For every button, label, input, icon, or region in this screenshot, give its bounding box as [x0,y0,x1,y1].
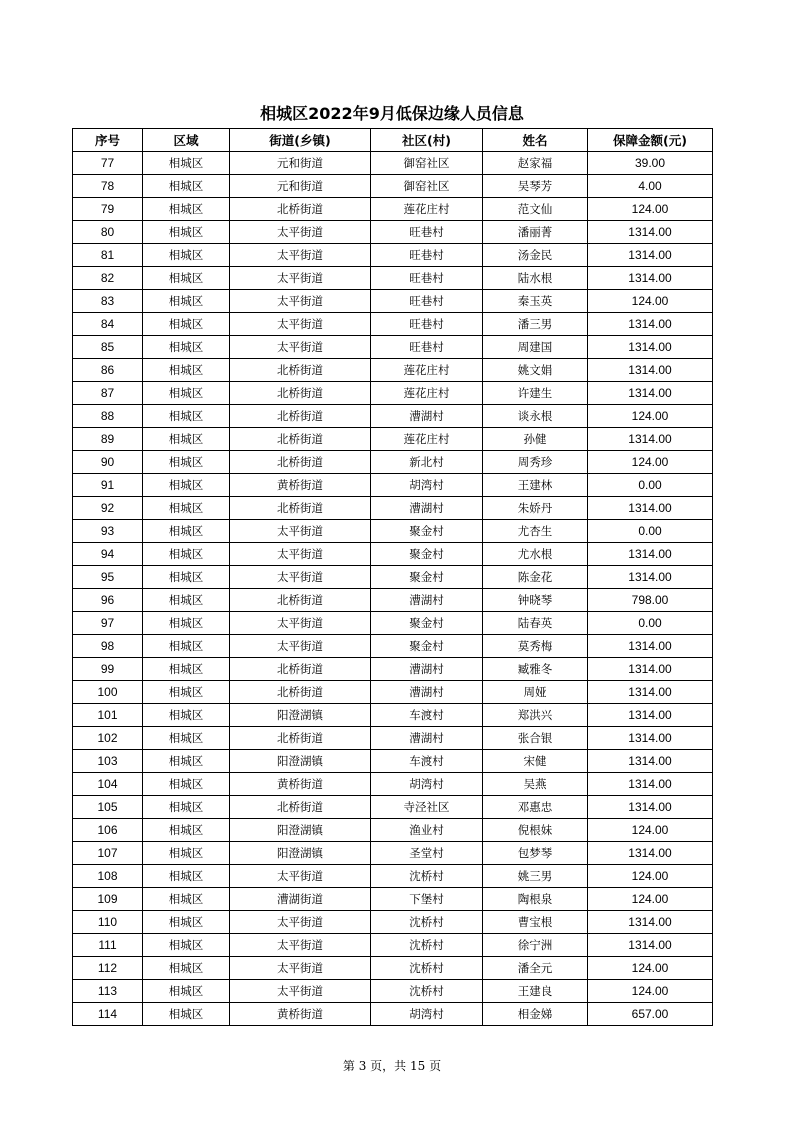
table-row [73,704,713,727]
cell-amount: 124.00 [588,865,713,888]
cell-community: 聚金村 [371,520,483,543]
cell-district: 相城区 [143,520,230,543]
table-row [73,819,713,842]
cell-name: 吴琴芳 [483,175,588,198]
cell-community: 聚金村 [371,612,483,635]
table-row [73,934,713,957]
cell-street: 北桥街道 [230,359,371,382]
cell-name: 邓惠忠 [483,796,588,819]
cell-name: 姚文娟 [483,359,588,382]
page-number: 第 3 页，共 15 页 [342,1059,442,1073]
cell-community: 胡湾村 [371,474,483,497]
cell-amount: 124.00 [588,980,713,1003]
cell-street: 北桥街道 [230,681,371,704]
cell-street: 太平街道 [230,911,371,934]
cell-community: 沈桥村 [371,911,483,934]
cell-street: 太平街道 [230,221,371,244]
cell-amount: 1314.00 [588,911,713,934]
cell-district: 相城区 [143,474,230,497]
header-street: 街道(乡镇) [230,129,371,152]
table-row [73,405,713,428]
cell-district: 相城区 [143,359,230,382]
cell-district: 相城区 [143,888,230,911]
table-row [73,244,713,267]
cell-name: 潘全元 [483,957,588,980]
table-row [73,474,713,497]
table-row [73,497,713,520]
cell-amount: 39.00 [588,152,713,175]
table-row [73,796,713,819]
cell-district: 相城区 [143,957,230,980]
cell-name: 钟晓琴 [483,589,588,612]
cell-district: 相城区 [143,911,230,934]
cell-district: 相城区 [143,773,230,796]
cell-index: 108 [73,865,143,888]
cell-district: 相城区 [143,819,230,842]
cell-index: 103 [73,750,143,773]
cell-street: 太平街道 [230,957,371,980]
cell-district: 相城区 [143,221,230,244]
table-row [73,382,713,405]
cell-street: 黄桥街道 [230,773,371,796]
table-row [73,842,713,865]
cell-community: 胡湾村 [371,773,483,796]
cell-name: 周建国 [483,336,588,359]
cell-index: 110 [73,911,143,934]
cell-community: 沈桥村 [371,957,483,980]
cell-index: 79 [73,198,143,221]
cell-amount: 0.00 [588,612,713,635]
table-row [73,658,713,681]
cell-amount: 4.00 [588,175,713,198]
cell-district: 相城区 [143,865,230,888]
cell-name: 姚三男 [483,865,588,888]
cell-street: 太平街道 [230,336,371,359]
cell-street: 北桥街道 [230,658,371,681]
cell-index: 111 [73,934,143,957]
cell-district: 相城区 [143,589,230,612]
cell-amount: 0.00 [588,520,713,543]
cell-community: 莲花庄村 [371,382,483,405]
cell-community: 车渡村 [371,704,483,727]
cell-street: 阳澄湖镇 [230,704,371,727]
cell-street: 元和街道 [230,175,371,198]
cell-index: 104 [73,773,143,796]
cell-street: 太平街道 [230,520,371,543]
cell-community: 寺泾社区 [371,796,483,819]
table-row [73,1003,713,1026]
table-row [73,543,713,566]
cell-street: 北桥街道 [230,428,371,451]
cell-index: 106 [73,819,143,842]
cell-community: 聚金村 [371,635,483,658]
cell-name: 秦玉英 [483,290,588,313]
cell-district: 相城区 [143,681,230,704]
table-row [73,635,713,658]
table-row [73,612,713,635]
cell-street: 太平街道 [230,290,371,313]
cell-index: 109 [73,888,143,911]
cell-district: 相城区 [143,566,230,589]
cell-amount: 124.00 [588,819,713,842]
cell-index: 83 [73,290,143,313]
table-row [73,175,713,198]
cell-index: 90 [73,451,143,474]
cell-street: 北桥街道 [230,497,371,520]
cell-street: 太平街道 [230,612,371,635]
cell-index: 96 [73,589,143,612]
header-amount: 保障金额(元) [588,129,713,152]
cell-community: 旺巷村 [371,244,483,267]
cell-amount: 1314.00 [588,934,713,957]
cell-district: 相城区 [143,796,230,819]
cell-index: 99 [73,658,143,681]
cell-street: 太平街道 [230,543,371,566]
cell-community: 旺巷村 [371,336,483,359]
cell-district: 相城区 [143,934,230,957]
cell-name: 吴燕 [483,773,588,796]
table-row [73,681,713,704]
cell-name: 潘三男 [483,313,588,336]
cell-name: 潘丽菁 [483,221,588,244]
cell-community: 漕湖村 [371,658,483,681]
table-row [73,198,713,221]
cell-index: 112 [73,957,143,980]
table-row [73,359,713,382]
cell-amount: 124.00 [588,957,713,980]
cell-amount: 1314.00 [588,566,713,589]
cell-index: 94 [73,543,143,566]
table-row [73,589,713,612]
cell-name: 曹宝根 [483,911,588,934]
document-title: 相城区2022年9月低保边缘人员信息 [260,104,524,123]
cell-amount: 124.00 [588,451,713,474]
table-row [73,773,713,796]
cell-amount: 124.00 [588,198,713,221]
cell-amount: 1314.00 [588,704,713,727]
table-row [73,152,713,175]
cell-district: 相城区 [143,612,230,635]
cell-index: 93 [73,520,143,543]
cell-index: 101 [73,704,143,727]
cell-street: 太平街道 [230,865,371,888]
cell-street: 黄桥街道 [230,474,371,497]
table-row [73,957,713,980]
cell-community: 漕湖村 [371,405,483,428]
cell-name: 王建良 [483,980,588,1003]
table-row [73,221,713,244]
table-row [73,451,713,474]
cell-index: 78 [73,175,143,198]
cell-community: 御窑社区 [371,152,483,175]
cell-amount: 124.00 [588,290,713,313]
cell-name: 陈金花 [483,566,588,589]
cell-community: 莲花庄村 [371,198,483,221]
cell-name: 汤金民 [483,244,588,267]
cell-index: 107 [73,842,143,865]
cell-street: 太平街道 [230,267,371,290]
cell-district: 相城区 [143,290,230,313]
cell-index: 102 [73,727,143,750]
cell-district: 相城区 [143,313,230,336]
cell-index: 91 [73,474,143,497]
table-row [73,520,713,543]
cell-street: 北桥街道 [230,451,371,474]
cell-amount: 124.00 [588,405,713,428]
cell-district: 相城区 [143,382,230,405]
cell-street: 北桥街道 [230,405,371,428]
cell-name: 范文仙 [483,198,588,221]
table-row [73,336,713,359]
cell-community: 沈桥村 [371,934,483,957]
cell-name: 郑洪兴 [483,704,588,727]
cell-street: 太平街道 [230,934,371,957]
cell-index: 80 [73,221,143,244]
cell-community: 漕湖村 [371,589,483,612]
cell-name: 谈永根 [483,405,588,428]
table-body [73,152,713,1026]
header-name: 姓名 [483,129,588,152]
cell-index: 89 [73,428,143,451]
cell-amount: 1314.00 [588,773,713,796]
table-row [73,290,713,313]
cell-name: 周娅 [483,681,588,704]
cell-district: 相城区 [143,704,230,727]
cell-district: 相城区 [143,497,230,520]
cell-community: 漕湖村 [371,497,483,520]
cell-community: 渔业村 [371,819,483,842]
cell-street: 北桥街道 [230,589,371,612]
cell-district: 相城区 [143,750,230,773]
cell-amount: 1314.00 [588,681,713,704]
cell-index: 97 [73,612,143,635]
cell-street: 北桥街道 [230,382,371,405]
cell-community: 旺巷村 [371,290,483,313]
cell-name: 孙健 [483,428,588,451]
cell-street: 黄桥街道 [230,1003,371,1026]
cell-name: 宋健 [483,750,588,773]
table-row [73,566,713,589]
cell-name: 倪根妹 [483,819,588,842]
cell-district: 相城区 [143,1003,230,1026]
cell-name: 张合银 [483,727,588,750]
cell-amount: 1314.00 [588,313,713,336]
cell-street: 太平街道 [230,635,371,658]
cell-amount: 1314.00 [588,750,713,773]
cell-district: 相城区 [143,267,230,290]
cell-index: 87 [73,382,143,405]
cell-index: 82 [73,267,143,290]
cell-street: 太平街道 [230,244,371,267]
cell-name: 徐宁洲 [483,934,588,957]
cell-community: 下堡村 [371,888,483,911]
cell-district: 相城区 [143,451,230,474]
cell-district: 相城区 [143,727,230,750]
table-row [73,865,713,888]
cell-amount: 124.00 [588,888,713,911]
table-row [73,727,713,750]
cell-street: 阳澄湖镇 [230,750,371,773]
cell-name: 王建林 [483,474,588,497]
cell-index: 95 [73,566,143,589]
cell-amount: 1314.00 [588,658,713,681]
cell-name: 赵家福 [483,152,588,175]
cell-district: 相城区 [143,635,230,658]
cell-name: 许建生 [483,382,588,405]
cell-district: 相城区 [143,152,230,175]
cell-index: 114 [73,1003,143,1026]
cell-street: 北桥街道 [230,727,371,750]
cell-street: 北桥街道 [230,198,371,221]
data-table [72,128,713,1026]
cell-district: 相城区 [143,405,230,428]
cell-district: 相城区 [143,336,230,359]
cell-community: 胡湾村 [371,1003,483,1026]
table-row [73,750,713,773]
cell-amount: 1314.00 [588,382,713,405]
header-community: 社区(村) [371,129,483,152]
cell-community: 聚金村 [371,566,483,589]
cell-street: 太平街道 [230,566,371,589]
cell-street: 漕湖街道 [230,888,371,911]
cell-district: 相城区 [143,842,230,865]
cell-amount: 1314.00 [588,727,713,750]
table-row [73,911,713,934]
cell-index: 113 [73,980,143,1003]
cell-amount: 1314.00 [588,267,713,290]
cell-amount: 1314.00 [588,428,713,451]
table-header-row [73,129,713,152]
cell-community: 车渡村 [371,750,483,773]
cell-amount: 798.00 [588,589,713,612]
cell-amount: 1314.00 [588,244,713,267]
cell-street: 阳澄湖镇 [230,842,371,865]
cell-name: 相金娣 [483,1003,588,1026]
header-district: 区域 [143,129,230,152]
cell-amount: 1314.00 [588,796,713,819]
table-row [73,980,713,1003]
cell-district: 相城区 [143,428,230,451]
cell-amount: 1314.00 [588,543,713,566]
cell-district: 相城区 [143,198,230,221]
cell-index: 98 [73,635,143,658]
cell-index: 105 [73,796,143,819]
cell-community: 漕湖村 [371,681,483,704]
cell-street: 阳澄湖镇 [230,819,371,842]
cell-index: 88 [73,405,143,428]
cell-district: 相城区 [143,658,230,681]
table-row [73,888,713,911]
cell-community: 旺巷村 [371,267,483,290]
cell-name: 周秀珍 [483,451,588,474]
cell-index: 77 [73,152,143,175]
cell-district: 相城区 [143,543,230,566]
cell-name: 陶根泉 [483,888,588,911]
cell-amount: 1314.00 [588,336,713,359]
cell-amount: 0.00 [588,474,713,497]
cell-street: 太平街道 [230,313,371,336]
table-row [73,313,713,336]
cell-index: 100 [73,681,143,704]
cell-amount: 1314.00 [588,842,713,865]
cell-name: 莫秀梅 [483,635,588,658]
cell-index: 81 [73,244,143,267]
cell-amount: 1314.00 [588,497,713,520]
cell-community: 莲花庄村 [371,428,483,451]
cell-name: 陆水根 [483,267,588,290]
cell-index: 86 [73,359,143,382]
cell-index: 85 [73,336,143,359]
cell-community: 圣堂村 [371,842,483,865]
cell-community: 旺巷村 [371,221,483,244]
cell-name: 朱娇丹 [483,497,588,520]
cell-community: 御窑社区 [371,175,483,198]
table-row [73,267,713,290]
cell-district: 相城区 [143,980,230,1003]
cell-community: 旺巷村 [371,313,483,336]
cell-amount: 657.00 [588,1003,713,1026]
cell-community: 漕湖村 [371,727,483,750]
header-index: 序号 [73,129,143,152]
cell-community: 沈桥村 [371,980,483,1003]
cell-district: 相城区 [143,244,230,267]
cell-amount: 1314.00 [588,221,713,244]
cell-name: 尤杏生 [483,520,588,543]
table-row [73,428,713,451]
cell-name: 陆春英 [483,612,588,635]
cell-community: 莲花庄村 [371,359,483,382]
cell-community: 沈桥村 [371,865,483,888]
cell-index: 84 [73,313,143,336]
cell-street: 北桥街道 [230,796,371,819]
cell-name: 臧雅冬 [483,658,588,681]
cell-index: 92 [73,497,143,520]
cell-name: 尤水根 [483,543,588,566]
cell-community: 新北村 [371,451,483,474]
cell-district: 相城区 [143,175,230,198]
cell-amount: 1314.00 [588,359,713,382]
cell-street: 元和街道 [230,152,371,175]
cell-amount: 1314.00 [588,635,713,658]
cell-street: 太平街道 [230,980,371,1003]
cell-community: 聚金村 [371,543,483,566]
cell-name: 包梦琴 [483,842,588,865]
